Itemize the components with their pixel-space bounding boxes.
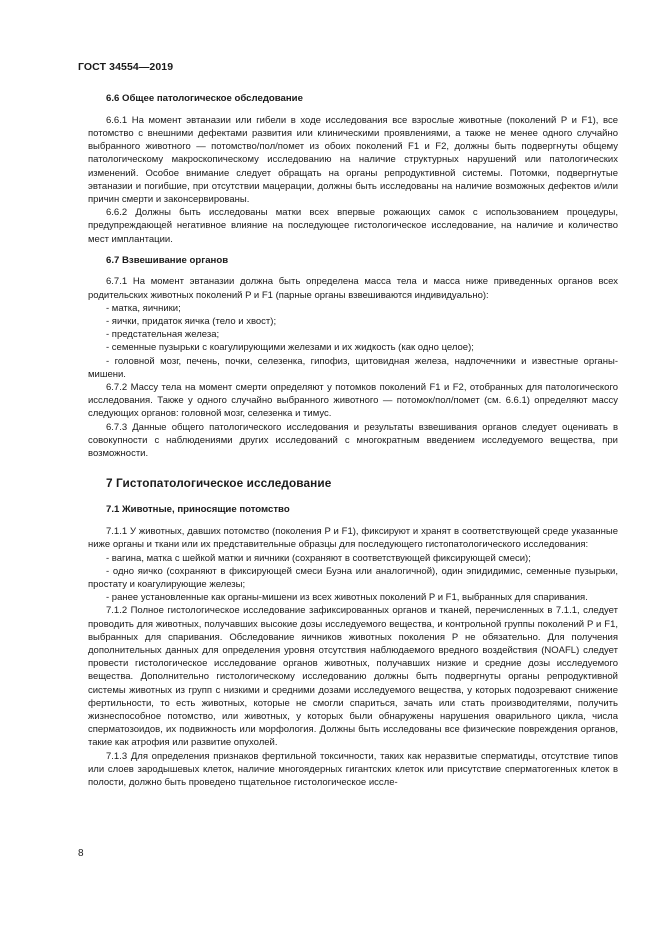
paragraph-6-6-1: 6.6.1 На момент эвтаназии или гибели в ходе исследования все взрослые животные (поколений P и F1), все потомство с внешними дефектами развития или клиническими проявлениями, а также не менее одного случайно выбранного животного — потомство/пол/помет из обоих поколений F1 и F2, должны быть подвергнуты общему патологическому макроскопическому исследованию на наличие структурных нарушений или патологических изменений. Особое внимание следует обращать на органы репродуктивной системы. Потомки, подвергнутые эвтаназии и погибшие, при отсутствии мацерации, должны быть исследованы на наличие возможных дефектов и/или причин смерти и законсервированы.	[88, 114, 618, 205]
paragraph-6-7-2: 6.7.2 Массу тела на момент смерти определяют у потомков поколений F1 и F2, отобранных для патологического исследования. Также у одного случайно выбранного животного — потомок/пол/помет (см. 6.6.1) определяют массу следующих органов: головной мозг, селезенка и тимус.	[88, 382, 618, 420]
paragraph-7-1-2: 7.1.2 Полное гистологическое исследование зафиксированных органов и тканей, перечисленных в 7.1.1, следует проводить для животных, получавших высокие дозы исследуемого вещества, и контрольной группы поколений P и F1, выбранных для спаривания. Обследование яичников животных поколения P не обязательно. Для получения дополнительных данных для определения уровня отсутствия наблюдаемого вредного воздействия (NOAFL) следует провести гистологическое исследование органов животных, получавших низкие и средние дозы исследуемого вещества. Дополнительно гистологическому исследованию должны быть подвергнуты органы репродуктивной системы животных из групп с низкими и средними дозами исследуемого вещества, у которых подозревают снижение фертильности, то есть животных, которые не смогли спариться, зачать или стать производителями, получить жизнеспособное потомство, или животных, у которых были обнаружены нарушения оварильного цикла, числа сперматозоидов, их подвижность или морфология. Должны быть исследованы все физические повреждения органов, такие как атрофия или развитие опухолей.	[88, 605, 618, 749]
page-number: 8	[78, 848, 84, 859]
list-item: - матка, яичники;	[106, 302, 181, 314]
list-item: - вагина, матка с шейкой матки и яичники (сохраняют в соответствующей фиксирующей смеси);	[106, 552, 531, 564]
list-item: - головной мозг, печень, почки, селезенка, гипофиз, щитовидная железа, надпочечники и известные органы-мишени.	[88, 355, 618, 380]
document-body	[88, 92, 618, 789]
paragraph-6-7-3: 6.7.3 Данные общего патологического исследования и результаты взвешивания органов следует оценивать в совокупности с наблюдениями других исследований с многократным введением исследуемого вещества, при возможности.	[88, 421, 618, 460]
list-item: - предстательная железа;	[106, 329, 220, 341]
document-code: ГОСТ 34554—2019	[78, 61, 174, 73]
list-item: - ранее установленные как органы-мишени из всех животных поколений P и F1, выбранных для спаривания.	[106, 592, 588, 604]
section-heading-7-1: 7.1 Животные, приносящие потомство	[106, 504, 290, 516]
chapter-heading-7: 7 Гистопатологическое исследование	[106, 476, 332, 491]
paragraph-7-1-1: 7.1.1 У животных, давших потомство (поколения P и F1), фиксируют и хранят в соответствующей среде указанные ниже органы и ткани или их представительные образцы для последующего гистопатологического исследования:	[88, 526, 618, 551]
list-item: - яички, придаток яичка (тело и хвост);	[106, 316, 277, 328]
list-item: - одно яичко (сохраняют в фиксирующей смеси Буэна или аналогичной), один эпидидимис, семенные пузырьки, простату и коагулирующие железы;	[88, 565, 618, 590]
section-heading-6-7: 6.7 Взвешивание органов	[106, 254, 229, 266]
section-heading-6-6: 6.6 Общее патологическое обследование	[106, 93, 303, 104]
paragraph-6-7-1: 6.7.1 На момент эвтаназии должна быть определена масса тела и масса ниже приведенных органов всех родительских животных поколений P и F1 (парные органы взвешиваются индивидуально):	[88, 276, 618, 301]
paragraph-6-6-2: 6.6.2 Должны быть исследованы матки всех впервые рожающих самок с использованием процедуры, предупреждающей негативное влияние на последующее гистологическое исследование, на наличие и количество мест имплантации.	[88, 207, 618, 245]
list-item: - семенные пузырьки с коагулирующими железами и их жидкость (как одно целое);	[106, 342, 474, 354]
paragraph-7-1-3: 7.1.3 Для определения признаков фертильной токсичности, таких как неразвитые сперматиды, отсутствие типов или слоев зародышевых клеток, наличие многоядерных гигантских клеток или присутствие сперматогенных клеток в полости, должно быть проведено тщательное гистологическое иссле-	[88, 750, 618, 789]
